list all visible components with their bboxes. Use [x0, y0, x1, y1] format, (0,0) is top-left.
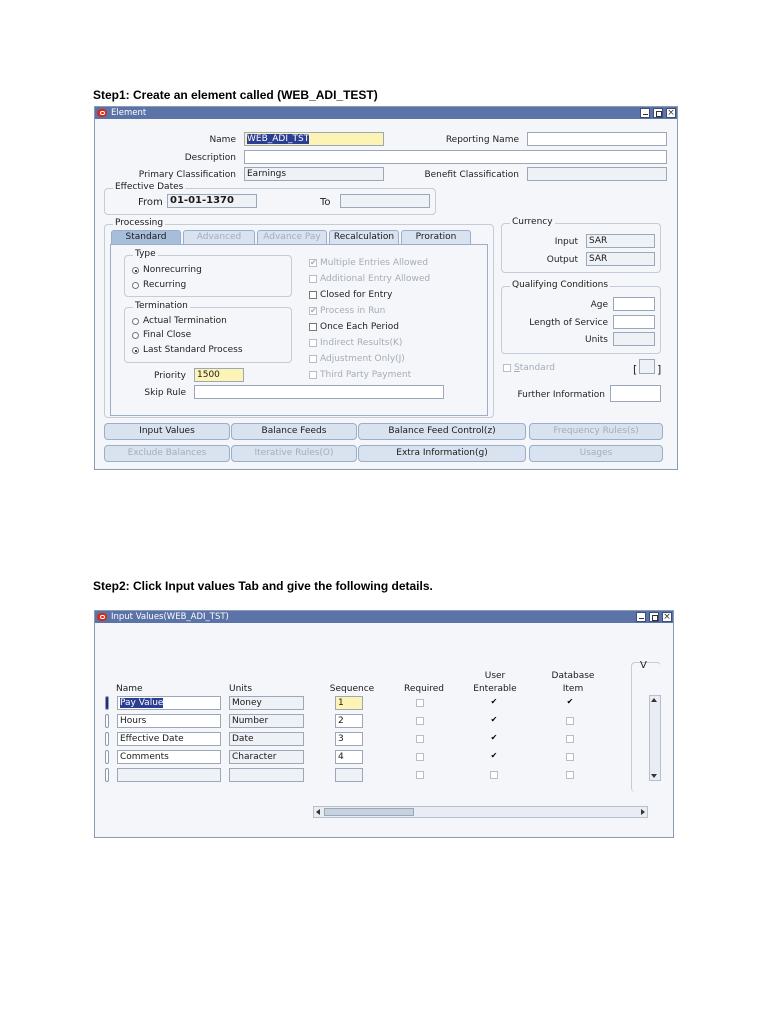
qualifying-conditions-title: Qualifying Conditions	[512, 280, 609, 290]
minimize-icon[interactable]	[640, 108, 650, 118]
radio-label: Last Standard Process	[143, 345, 243, 355]
close-icon[interactable]: ×	[667, 108, 675, 118]
further-information-label: Further Information	[517, 390, 605, 400]
tab-advanced[interactable]: Advanced	[183, 230, 255, 244]
close-icon[interactable]: ×	[663, 612, 671, 622]
scroll-up-icon[interactable]	[651, 698, 657, 702]
radio-label: Nonrecurring	[143, 265, 202, 275]
checkbox-label: Multiple Entries Allowed	[320, 258, 429, 268]
row-indicator[interactable]	[105, 750, 109, 764]
sequence-cell[interactable]: 3	[335, 732, 363, 746]
user-enterable-checkbox[interactable]: ✔	[490, 715, 498, 724]
checkbox-third-party-payment[interactable]	[309, 371, 317, 379]
required-checkbox[interactable]	[416, 699, 424, 707]
name-cell[interactable]: Effective Date	[117, 732, 221, 746]
radio-final-close[interactable]	[132, 332, 139, 339]
scroll-thumb[interactable]	[324, 808, 414, 816]
checkbox-process-in-run[interactable]: ✔	[310, 306, 317, 315]
checkbox-additional-entry-allowed[interactable]	[309, 275, 317, 283]
length-of-service-field[interactable]	[613, 315, 655, 329]
skip-rule-label: Skip Rule	[144, 388, 186, 398]
row-indicator[interactable]	[105, 714, 109, 728]
user-enterable-checkbox[interactable]: ✔	[490, 733, 498, 742]
description-label: Description	[184, 153, 236, 163]
element-window-titlebar	[95, 107, 677, 119]
iterative-rules-o--button[interactable]: Iterative Rules(O)	[231, 445, 357, 462]
units-cell[interactable]: Date	[229, 732, 304, 746]
horizontal-scrollbar[interactable]	[313, 806, 648, 818]
currency-input-label: Input	[554, 237, 578, 247]
balance-feed-control-z--button[interactable]: Balance Feed Control(z)	[358, 423, 526, 440]
col-required-header: Required	[403, 684, 445, 694]
col-units-header: Units	[229, 684, 253, 694]
checkbox-label: Additional Entry Allowed	[320, 274, 431, 284]
currency-title: Currency	[512, 217, 553, 227]
corner-label: V	[640, 660, 647, 671]
frequency-rules-s--button[interactable]: Frequency Rules(s)	[529, 423, 663, 440]
balance-feeds-button[interactable]: Balance Feeds	[231, 423, 357, 440]
scroll-right-icon[interactable]	[641, 809, 645, 815]
required-checkbox[interactable]	[416, 771, 424, 779]
checkbox-once-each-period[interactable]	[309, 323, 317, 331]
effective-dates-title: Effective Dates	[115, 182, 184, 192]
radio-label: Final Close	[143, 330, 192, 340]
radio-label: Actual Termination	[143, 316, 227, 326]
col-name-header: Name	[116, 684, 143, 694]
name-cell[interactable]: Comments	[117, 750, 221, 764]
name-label: Name	[209, 135, 236, 145]
col-database-item-header: Database Item	[551, 671, 595, 694]
checkbox-label: Indirect Results(K)	[320, 338, 403, 348]
currency-output-field[interactable]: SAR	[586, 252, 655, 266]
database-item-checkbox[interactable]	[566, 771, 574, 779]
name-cell[interactable]	[117, 696, 221, 710]
vertical-scrollbar[interactable]	[649, 695, 661, 781]
standard-label: Standard	[514, 363, 555, 373]
units-cell[interactable]	[229, 768, 304, 782]
checkbox-label: Process in Run	[320, 306, 386, 316]
name-field[interactable]: WEB_ADI_TST	[244, 132, 384, 146]
units-cell[interactable]: Number	[229, 714, 304, 728]
step1-heading: Step1: Create an element called (WEB_ADI_TEST)	[93, 88, 378, 102]
database-item-checkbox[interactable]	[566, 735, 574, 743]
input-values-window-titlebar	[95, 611, 673, 623]
radio-nonrecurring[interactable]	[132, 267, 139, 274]
database-item-checkbox[interactable]	[566, 753, 574, 761]
termination-title: Termination	[135, 301, 188, 311]
standard-checkbox[interactable]	[503, 364, 511, 372]
age-label: Age	[590, 300, 608, 310]
name-cell[interactable]	[117, 768, 221, 782]
maximize-icon[interactable]	[653, 108, 663, 118]
input-values-button[interactable]: Input Values	[104, 423, 230, 440]
radio-label: Recurring	[143, 280, 187, 290]
row-indicator[interactable]	[105, 768, 109, 782]
database-item-checkbox[interactable]	[566, 717, 574, 725]
scroll-left-icon[interactable]	[316, 809, 320, 815]
description-field[interactable]	[244, 150, 667, 164]
user-enterable-checkbox[interactable]	[490, 771, 498, 779]
radio-last-standard-process[interactable]	[132, 347, 139, 354]
primary-classification-label: Primary Classification	[138, 170, 236, 180]
checkbox-multiple-entries-allowed[interactable]: ✔	[310, 258, 317, 267]
row-indicator[interactable]	[105, 696, 109, 710]
currency-output-label: Output	[546, 255, 578, 265]
usages-button[interactable]: Usages	[529, 445, 663, 462]
checkbox-adjustment-only-j-[interactable]	[309, 355, 317, 363]
from-date-field[interactable]: 01-01-1370	[167, 194, 257, 208]
name-cell-text: Pay Value	[120, 698, 164, 708]
units-label: Units	[584, 335, 608, 345]
exclude-balances-button[interactable]: Exclude Balances	[104, 445, 230, 462]
sequence-cell[interactable]: 2	[335, 714, 363, 728]
skip-rule-field[interactable]	[194, 385, 444, 399]
from-label: From	[138, 197, 163, 208]
required-checkbox[interactable]	[416, 717, 424, 725]
maximize-icon[interactable]	[649, 612, 659, 622]
units-cell[interactable]: Character	[229, 750, 304, 764]
to-date-field[interactable]	[340, 194, 430, 208]
database-item-checkbox[interactable]: ✔	[566, 697, 574, 706]
row-indicator[interactable]	[105, 732, 109, 746]
checkbox-label: Third Party Payment	[320, 370, 412, 380]
reporting-name-label: Reporting Name	[445, 135, 519, 145]
dff-bracket-left: [	[633, 363, 638, 376]
col-sequence-header: Sequence	[329, 684, 375, 694]
units-field[interactable]	[613, 332, 655, 346]
minimize-icon[interactable]	[636, 612, 646, 622]
tab-advance-pay[interactable]: Advance Pay	[257, 230, 327, 244]
dff-bracket-right: ]	[657, 363, 662, 376]
tab-standard[interactable]: Standard	[111, 230, 181, 244]
user-enterable-checkbox[interactable]: ✔	[490, 751, 498, 760]
sequence-cell[interactable]	[335, 768, 363, 782]
user-enterable-checkbox[interactable]: ✔	[490, 697, 498, 706]
age-field[interactable]	[613, 297, 655, 311]
required-checkbox[interactable]	[416, 753, 424, 761]
scroll-down-icon[interactable]	[651, 774, 657, 778]
extra-information-g--button[interactable]: Extra Information(g)	[358, 445, 526, 462]
tab-proration[interactable]: Proration	[401, 230, 471, 244]
checkbox-label: Adjustment Only(J)	[320, 354, 405, 364]
primary-classification-field[interactable]: Earnings	[244, 167, 384, 181]
name-cell[interactable]: Hours	[117, 714, 221, 728]
currency-input-field[interactable]: SAR	[586, 234, 655, 248]
further-information-field[interactable]	[610, 385, 661, 402]
tab-recalculation[interactable]: Recalculation	[329, 230, 399, 244]
sequence-cell[interactable]: 1	[335, 696, 363, 710]
processing-title: Processing	[115, 218, 164, 228]
priority-label: Priority	[153, 371, 186, 381]
benefit-classification-field[interactable]	[527, 167, 667, 181]
to-label: To	[320, 197, 331, 208]
checkbox-closed-for-entry[interactable]	[309, 291, 317, 299]
radio-recurring[interactable]	[132, 282, 139, 289]
checkbox-label: Once Each Period	[320, 322, 399, 332]
units-cell[interactable]: Money	[229, 696, 304, 710]
length-of-service-label: Length of Service	[529, 318, 608, 328]
oracle-logo-icon	[97, 109, 107, 117]
step2-heading: Step2: Click Input values Tab and give the following details.	[93, 579, 433, 593]
benefit-classification-label: Benefit Classification	[424, 170, 519, 180]
dff-field[interactable]	[639, 359, 655, 374]
col-user-enterable-header: User Enterable	[473, 671, 517, 694]
window-title: Input Values(WEB_ADI_TST)	[111, 612, 229, 622]
reporting-name-field[interactable]	[527, 132, 667, 146]
window-title: Element	[111, 108, 147, 118]
priority-field[interactable]: 1500	[194, 368, 244, 382]
checkbox-label: Closed for Entry	[320, 290, 393, 300]
required-checkbox[interactable]	[416, 735, 424, 743]
sequence-cell[interactable]: 4	[335, 750, 363, 764]
radio-actual-termination[interactable]	[132, 318, 139, 325]
checkbox-indirect-results-k-[interactable]	[309, 339, 317, 347]
oracle-logo-icon	[97, 613, 107, 621]
type-title: Type	[135, 249, 156, 259]
type-group	[124, 249, 292, 297]
